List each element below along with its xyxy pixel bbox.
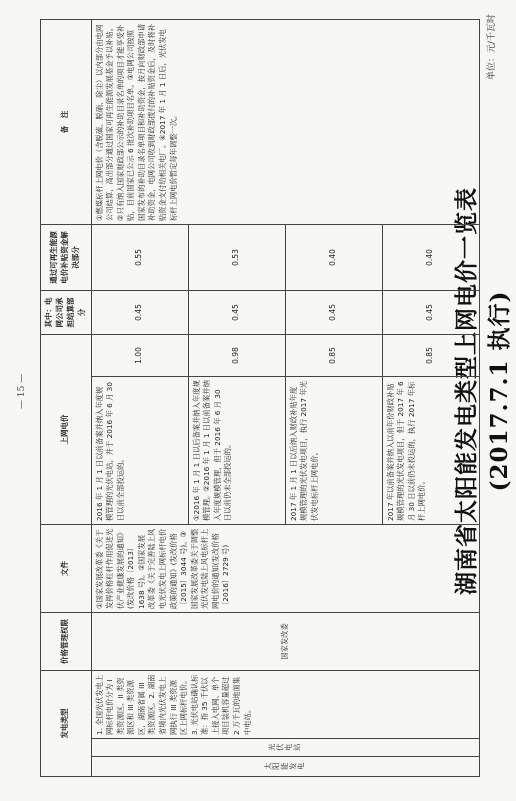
category-cell <box>91 757 479 777</box>
rate-2: 0.98 <box>188 334 285 376</box>
subcategory-label: 光伏电站 <box>268 742 302 752</box>
documents-cell: ①国家发展改革委《关于发挥价格杠杆作用促进光伏产业健康发展的通知》(发改价格〔2013〕1638 号)。②国家发展改革委《关于完善陆上风电光伏发电上网标杆电价政策的通知》(发改价格〔2015〕3044 号)。③国家发展改革委关于调整光伏发电陆上风电标杆上网电价的通知(发改价格〔2016〕2729 号) <box>91 524 479 612</box>
unit-label: 单位：元/千瓦时 <box>487 14 497 81</box>
header-subsidy: 通过可再生能源电价补贴资金解决部分 <box>41 224 92 290</box>
grid-2: 0.45 <box>188 290 285 334</box>
grid-1: 0.45 <box>91 290 188 334</box>
header-grid-share: 其中：电网公司承担结算部分 <box>41 290 92 334</box>
rate-1: 1.00 <box>91 334 188 376</box>
remarks-cell: ①燃煤标杆上网电价（含脱硫、脱硝、除尘）以内部分由电网公司结算，高出部分通过国家可再生能源发展基金予以补贴。②只有纳入国家财政部公示的补助目录名单的项目才能享受补贴，目前国家已公示 6 批次补助项目名单。③电网公司按照国家发布的补助目录名单项目和补助资金，按月向财政部申请补助资金，电网公司收到财政部拨付的补贴资金后，及时将补贴资金支付给相关电厂。④2017 年 1 月 1 日后，光伏发电标杆上网电价暂定每年调整一次。 <box>91 19 479 224</box>
price-desc-3: 2017 年 1 月 1 日以后纳入财政补贴年度规模管理的光伏发电项目，执行 2017 年光伏发电标杆上网电价。 <box>285 376 382 524</box>
header-document: 文件 <box>41 524 92 612</box>
subsidy-2: 0.53 <box>188 224 285 290</box>
subcategory-cell <box>91 739 479 757</box>
subsidy-3: 0.40 <box>285 224 382 290</box>
rate-3: 0.85 <box>285 334 382 376</box>
header-authority: 价格管理权限 <box>41 612 92 670</box>
price-desc-4: 2017 年以前备案并纳入以前年份财政补贴规模管理的光伏发电项目，但于 2017 年 6 月 30 日以前仍未投运的，执行 2017 年标杆上网电价。 <box>382 376 479 524</box>
page-number: — 15 — <box>17 373 27 409</box>
subsidy-4: 0.40 <box>382 224 479 290</box>
rate-4: 0.85 <box>382 334 479 376</box>
authority-cell: 国家发改委 <box>91 612 479 670</box>
category-label: 太阳能发电 <box>264 761 306 771</box>
price-desc-1: 2016 年 1 月 1 日以前备案并纳入年度规模管理的光伏电站，并于 2016 年 6 月 30 日以前全部投运的。 <box>91 376 188 524</box>
price-table <box>40 19 480 777</box>
grid-4: 0.45 <box>382 290 479 334</box>
header-price: 上网电价 <box>41 334 92 524</box>
document-title: 湖南省太阳能发电类型上网电价一览表(2017.7.1 执行) <box>453 187 513 595</box>
types-cell: 1. 全国光伏发电上网标杆电价分为 I 类资源区、II 类资源区和 III 类资源区，湖南省属 III 类资源区。2. 湖南省境内光伏发电上网执行 III 类资源区上网标杆电价。3. 光伏电站确认标准：指 35 千伏以上接入电网、单个项目装机容量超过 2 万千瓦的地面集中电站。 <box>91 670 479 738</box>
grid-3: 0.45 <box>285 290 382 334</box>
header-remark: 备 注 <box>41 19 92 224</box>
price-desc-2: ①2016 年 1 月 1 日以后备案并纳入年度规模管理。②2016 年 1 月 1 日以前备案并纳入年度规模管理，但于 2016 年 6 月 30 日以前仍未全部投运的。 <box>188 376 285 524</box>
header-type: 发电类型 <box>41 670 92 776</box>
subsidy-1: 0.55 <box>91 224 188 290</box>
